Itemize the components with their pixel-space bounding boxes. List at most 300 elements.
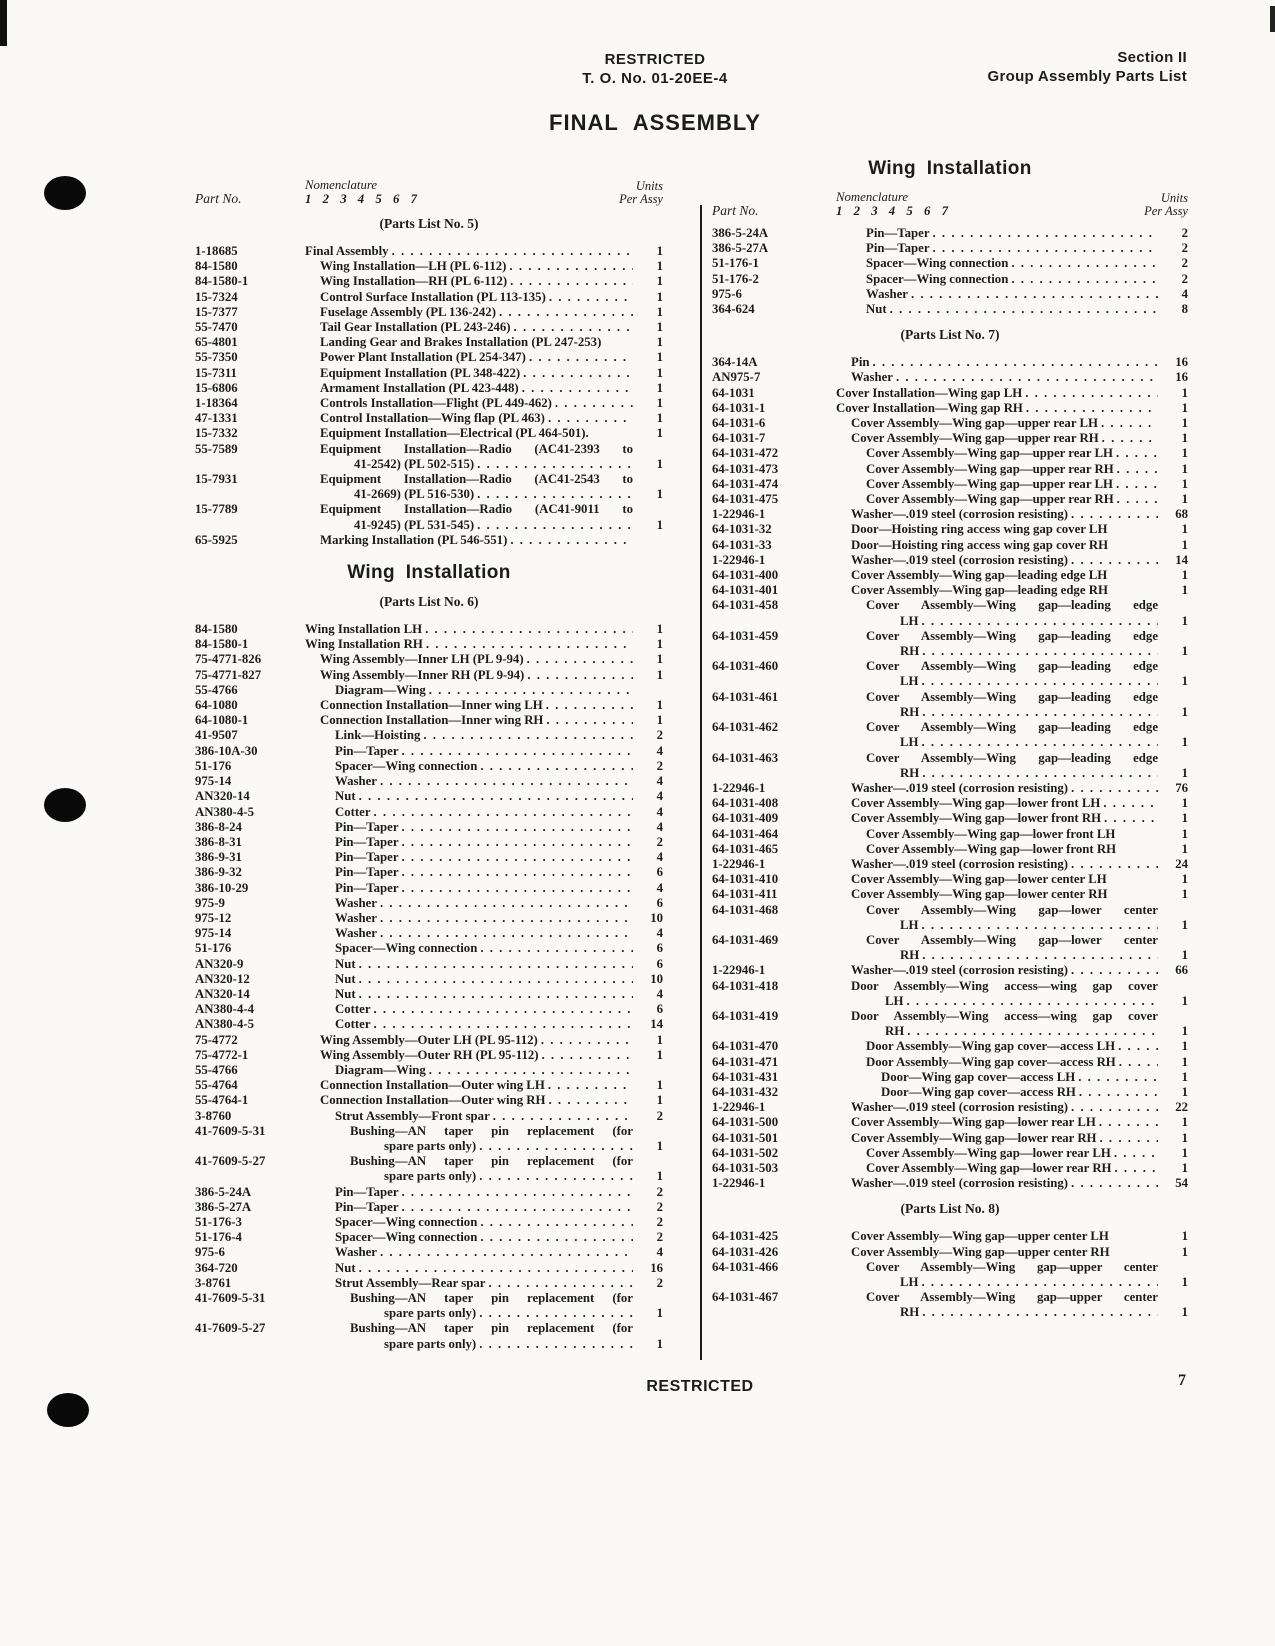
part-number: 64-1031-471	[712, 1054, 779, 1069]
part-number: 64-1031-6	[712, 416, 766, 431]
part-number	[712, 1305, 836, 1320]
units-label-2: Per Assy	[619, 192, 663, 206]
table-row	[195, 713, 663, 728]
nomenclature-text: spare parts only)	[384, 1169, 477, 1184]
units-value: 1	[656, 259, 663, 274]
nomenclature-cell	[836, 583, 1188, 598]
table-row	[195, 1261, 663, 1276]
table-row	[195, 533, 663, 548]
nomenclature-cell	[305, 274, 663, 289]
table-row	[195, 1321, 663, 1336]
nomenclature-text: Wing Installation LH	[305, 622, 423, 637]
nomenclature-text: Cotter	[335, 804, 371, 819]
table-row	[712, 720, 1188, 735]
table-row	[712, 598, 1188, 613]
part-number: 41-7609-5-31	[195, 1291, 266, 1305]
units-spacer	[1158, 903, 1188, 918]
part-number: 64-1031-33	[712, 537, 772, 552]
table-row	[712, 857, 1188, 872]
dot-leader	[507, 533, 633, 548]
nomenclature-cell	[305, 1291, 663, 1306]
nomenclature-text: Final Assembly	[305, 244, 389, 258]
table-row	[712, 872, 1188, 887]
nomenclature-cell	[305, 728, 663, 743]
units-value: 1	[1181, 644, 1188, 659]
part-number: 364-720	[195, 1260, 238, 1275]
table-row	[195, 1291, 663, 1306]
nomenclature-cell	[305, 713, 663, 728]
part-number: 64-1031-425	[712, 1229, 779, 1244]
nomenclature-cell	[836, 614, 1188, 629]
dot-leader	[1114, 462, 1158, 477]
units-value: 1	[1181, 492, 1188, 507]
nomenclature-text: Fuselage Assembly (PL 136-242)	[320, 304, 496, 319]
dot-leader	[1100, 796, 1158, 811]
table-row	[712, 1131, 1188, 1146]
part-number: 1-18364	[195, 396, 238, 411]
nomenclature-cell	[305, 1093, 663, 1108]
part-number: 55-7350	[195, 350, 238, 365]
nomenclature-text: Cover Installation—Wing gap RH	[836, 400, 1023, 415]
dot-leader	[1076, 1085, 1158, 1100]
nomenclature-cell	[305, 1306, 663, 1321]
dot-leader	[426, 683, 633, 698]
table-row	[195, 290, 663, 305]
nomenclature-text: Wing Assembly—Outer LH (PL 95-112)	[320, 1032, 538, 1047]
nomenclature-cell	[836, 1115, 1188, 1130]
table-row	[712, 1085, 1188, 1100]
nomenclature-text: Cover Assembly—Wing gap—lower rear LH	[851, 1115, 1096, 1130]
units-value: 1	[656, 411, 663, 426]
leader-gap	[1108, 538, 1158, 553]
units-value: 10	[650, 971, 663, 986]
nomenclature-text: Diagram—Wing	[335, 682, 426, 697]
part-number: 64-1031-411	[712, 887, 778, 902]
table-row	[195, 259, 663, 274]
nomenclature-text: RH	[900, 1305, 920, 1320]
nomenclature-text: Control Installation—Wing flap (PL 463)	[320, 411, 545, 426]
nomenclature-text: RH	[900, 644, 920, 659]
table-row	[195, 850, 663, 865]
nomenclature-text: Controls Installation—Flight (PL 449-462)	[320, 396, 552, 411]
table-row	[712, 751, 1188, 766]
units-value: 1	[1181, 735, 1188, 750]
table-row	[195, 728, 663, 743]
part-number: 64-1031-418	[712, 978, 779, 993]
units-value: 16	[650, 1260, 663, 1275]
nomenclature-text: Pin—Taper	[335, 850, 399, 865]
units-value: 1	[656, 698, 663, 713]
units-value: 16	[1175, 370, 1188, 385]
part-number: 64-1031-469	[712, 932, 779, 947]
dot-leader	[893, 370, 1158, 385]
nomenclature-text: Wing Assembly—Outer RH (PL 95-112)	[320, 1047, 539, 1062]
left-column	[195, 168, 663, 1352]
table-row	[712, 287, 1188, 302]
units-value: 1	[1181, 416, 1188, 431]
part-number: 15-7332	[195, 426, 238, 441]
part-number	[712, 705, 836, 720]
part-number	[712, 994, 836, 1009]
nomenclature-cell	[305, 1033, 663, 1048]
part-number: 386-5-24A	[712, 226, 769, 240]
page-number: 7	[1178, 1372, 1186, 1389]
part-number: 84-1580	[195, 622, 238, 637]
table-row	[195, 759, 663, 774]
nomenclature-text: Nut	[866, 302, 887, 317]
nomenclature-cell	[836, 887, 1188, 902]
table-row	[712, 842, 1188, 857]
nomenclature-text: Door—Hoisting ring access wing gap cover RH	[851, 537, 1109, 552]
part-number: 64-1031-419	[712, 1008, 779, 1023]
leader-gap	[1107, 568, 1158, 583]
nomenclature-text: Door Assembly—Wing access—wing gap cover	[851, 1008, 1158, 1023]
table-row	[195, 1200, 663, 1215]
table-row	[195, 411, 663, 426]
part-number: 64-1080-1	[195, 713, 249, 728]
nomenclature-text: Spacer—Wing connection	[335, 1214, 478, 1229]
leader-gap	[1107, 522, 1158, 537]
nomenclature-cell	[836, 226, 1188, 241]
units-value: 1	[656, 1078, 663, 1093]
nomenclature-header	[836, 190, 1144, 218]
footer-restricted: RESTRICTED	[646, 1378, 754, 1395]
nomenclature-text: Cover Assembly—Wing gap—leading edge	[866, 598, 1158, 613]
nomenclature-cell	[836, 1055, 1188, 1070]
units-value	[633, 1063, 663, 1078]
table-row	[195, 744, 663, 759]
dot-leader	[423, 637, 633, 652]
part-number: 64-1031-461	[712, 689, 779, 704]
nomenclature-text: Washer—.019 steel (corrosion resisting)	[851, 856, 1069, 871]
units-value: 22	[1175, 1100, 1188, 1115]
part-number	[195, 457, 305, 472]
nomenclature-cell	[836, 994, 1188, 1009]
nomenclature-cell	[836, 538, 1188, 553]
nomenclature-cell	[836, 1245, 1188, 1260]
table-row	[195, 789, 663, 804]
nomenclature-text: Spacer—Wing connection	[866, 271, 1009, 286]
units-value: 2	[1181, 271, 1188, 286]
nomenclature-cell	[305, 533, 663, 548]
units-value: 4	[656, 774, 663, 789]
units-label-2: Per Assy	[1144, 204, 1188, 218]
table-row	[712, 522, 1188, 537]
part-number: 55-4766	[195, 1062, 238, 1077]
nomenclature-text: 41-2542) (PL 502-515)	[354, 456, 475, 471]
table-row	[712, 1039, 1188, 1054]
units-value: 1	[1181, 537, 1188, 552]
nomenclature-text: Cover Assembly—Wing gap—lower front RH	[866, 841, 1117, 856]
part-number: 64-1031-462	[712, 720, 779, 735]
part-number	[195, 518, 305, 533]
part-number: 64-1031-501	[712, 1130, 779, 1145]
table-row	[195, 518, 663, 533]
nomenclature-cell	[305, 1002, 663, 1017]
units-value: 4	[656, 986, 663, 1001]
part-number: 64-1031-464	[712, 826, 779, 841]
units-value: 1	[1181, 704, 1188, 719]
table-row	[195, 381, 663, 396]
nomenclature-cell	[305, 789, 663, 804]
units-value: 1	[656, 456, 663, 471]
dot-leader	[919, 1305, 1158, 1320]
nomenclature-cell	[836, 735, 1188, 750]
dot-leader	[1099, 431, 1158, 446]
nomenclature-text: Cover Assembly—Wing gap—lower center	[866, 932, 1158, 947]
nomenclature-text: Washer	[866, 286, 908, 301]
dot-leader	[399, 865, 633, 880]
nomenclature-text: Cover Assembly—Wing gap—upper center	[866, 1259, 1158, 1274]
nomenclature-cell	[836, 370, 1188, 385]
dot-leader	[490, 1109, 633, 1124]
nomenclature-text: Strut Assembly—Rear spar	[335, 1275, 486, 1290]
table-row	[712, 568, 1188, 583]
dot-leader	[524, 652, 633, 667]
part-number: 3-8761	[195, 1275, 232, 1290]
part-number	[712, 948, 836, 963]
table-row	[712, 1290, 1188, 1305]
units-spacer	[633, 1321, 663, 1336]
nomenclature-cell	[305, 957, 663, 972]
nomenclature-cell	[305, 941, 663, 956]
part-number	[712, 918, 836, 933]
nomenclature-text: Pin—Taper	[866, 226, 930, 240]
nomenclature-cell	[305, 744, 663, 759]
units-value: 1	[1181, 1069, 1188, 1084]
dot-leader	[377, 774, 633, 789]
table-row	[712, 827, 1188, 842]
units-spacer	[633, 442, 663, 457]
units-value: 1	[656, 652, 663, 667]
nomenclature-cell	[836, 1290, 1188, 1305]
units-value: 6	[656, 956, 663, 971]
dot-leader	[399, 1200, 633, 1215]
punch-hole	[44, 788, 86, 822]
nomenclature-cell	[836, 1100, 1188, 1115]
dot-leader	[476, 1306, 633, 1321]
units-value: 1	[656, 517, 663, 532]
part-no-header: Part No.	[195, 191, 242, 206]
nomenclature-text: Spacer—Wing connection	[335, 941, 478, 956]
nomenclature-cell	[305, 911, 663, 926]
nomenclature-text: Cover Installation—Wing gap LH	[836, 385, 1023, 400]
page-title: FINAL ASSEMBLY	[549, 110, 761, 135]
nomenclature-cell	[305, 502, 663, 517]
table-row	[712, 1009, 1188, 1024]
part-number: 64-1031-503	[712, 1160, 779, 1175]
nomenclature-cell	[836, 1070, 1188, 1085]
units-value: 2	[656, 728, 663, 743]
units-value: 4	[656, 743, 663, 758]
nomenclature-text: Wing Assembly—Inner RH (PL 9-94)	[320, 667, 525, 682]
units-value: 10	[650, 910, 663, 925]
dot-leader	[539, 1048, 633, 1063]
dot-leader	[356, 1261, 633, 1276]
dot-leader	[519, 381, 633, 396]
units-spacer	[633, 472, 663, 487]
table-row	[195, 881, 663, 896]
part-number: 386-10A-30	[195, 743, 258, 758]
part-number	[195, 1337, 305, 1352]
part-number: 84-1580-1	[195, 274, 249, 289]
dot-leader	[546, 1093, 633, 1108]
table-row	[712, 1146, 1188, 1161]
dot-leader	[1068, 857, 1158, 872]
dot-leader	[477, 1215, 633, 1230]
scan-artifact	[1270, 6, 1275, 32]
nomenclature-text: spare parts only)	[384, 1138, 477, 1153]
nomenclature-text: Cover Assembly—Wing gap—lower center LH	[851, 872, 1107, 887]
table-row	[712, 241, 1188, 256]
units-value: 1	[1181, 948, 1188, 963]
nomenclature-cell	[305, 335, 663, 350]
nomenclature-text: Pin—Taper	[335, 1184, 399, 1199]
nomenclature-cell	[305, 1230, 663, 1245]
nomenclature-cell	[305, 487, 663, 502]
part-number	[712, 674, 836, 689]
table-header	[712, 190, 1188, 218]
table-row	[195, 987, 663, 1002]
nomenclature-text: Connection Installation—Inner wing LH	[320, 698, 543, 713]
table-row	[195, 1276, 663, 1291]
table-row	[195, 941, 663, 956]
table-row	[712, 553, 1188, 568]
part-number: 84-1580	[195, 259, 238, 274]
nomenclature-text: Cover Assembly—Wing gap—leading edge	[866, 720, 1158, 735]
table-row	[195, 1124, 663, 1139]
table-row	[195, 774, 663, 789]
part-number: 975-14	[195, 774, 232, 789]
nomenclature-cell	[305, 637, 663, 652]
units-spacer	[1158, 598, 1188, 613]
table-row	[712, 948, 1188, 963]
table-row	[195, 1078, 663, 1093]
part-number: 386-5-27A	[195, 1199, 252, 1214]
table-row	[195, 305, 663, 320]
nomenclature-text: Cover Assembly—Wing gap—lower rear LH	[866, 1145, 1111, 1160]
nomenclature-cell	[836, 568, 1188, 583]
nomenclature-cell	[836, 659, 1188, 674]
dot-leader	[356, 972, 633, 987]
nomenclature-cell	[305, 835, 663, 850]
part-number: 15-7931	[195, 472, 238, 487]
units-value: 1	[656, 1032, 663, 1047]
nomenclature-text: Door Assembly—Wing access—wing gap cover	[851, 978, 1158, 993]
nomenclature-cell	[305, 472, 663, 487]
nomenclature-text: Cover Assembly—Wing gap—upper rear RH	[851, 431, 1099, 446]
dot-leader	[1068, 1176, 1158, 1191]
nomenclature-cell	[836, 918, 1188, 933]
units-value: 1	[1181, 613, 1188, 628]
dot-leader	[1068, 1100, 1158, 1115]
nomenclature-text: Pin—Taper	[335, 880, 399, 895]
part-number: 64-1031-1	[712, 400, 766, 415]
dot-leader	[506, 259, 633, 274]
table-row	[712, 272, 1188, 287]
units-value: 66	[1175, 963, 1188, 978]
nomenclature-cell	[836, 1009, 1188, 1024]
units-header	[619, 180, 663, 206]
part-number: 55-7470	[195, 320, 238, 335]
dot-leader	[474, 487, 633, 502]
units-value: 1	[656, 1169, 663, 1184]
dot-leader	[545, 1078, 633, 1093]
dot-leader	[377, 911, 633, 926]
units-spacer	[1158, 979, 1188, 994]
nomenclature-text: Landing Gear and Brakes Installation (PL 247-253)	[320, 335, 602, 350]
units-spacer	[633, 1291, 663, 1306]
to-number: T. O. No. 01-20EE-4	[582, 70, 728, 87]
dot-leader	[399, 744, 633, 759]
part-number: 75-4771-827	[195, 667, 262, 682]
dot-leader	[904, 1024, 1158, 1039]
units-value: 1	[1181, 917, 1188, 932]
dot-leader	[1096, 1115, 1158, 1130]
leader-gap	[1115, 827, 1158, 842]
dot-leader	[552, 396, 633, 411]
dot-leader	[476, 1139, 633, 1154]
nomenclature-text: Cover Assembly—Wing gap—upper center LH	[851, 1229, 1109, 1244]
table-row	[712, 781, 1188, 796]
nomenclature-cell	[836, 462, 1188, 477]
nomenclature-cell	[305, 759, 663, 774]
table-row	[712, 1115, 1188, 1130]
nomenclature-cell	[836, 431, 1188, 446]
table-row	[195, 683, 663, 698]
nomenclature-text: Equipment Installation—Radio (AC41-2393 to	[320, 441, 633, 456]
nomenclature-cell	[305, 1276, 663, 1291]
nomenclature-cell	[305, 244, 663, 259]
table-row	[712, 1055, 1188, 1070]
table-row	[195, 274, 663, 289]
part-number: 41-7609-5-27	[195, 1321, 266, 1336]
units-value: 1	[1181, 765, 1188, 780]
table-row	[712, 629, 1188, 644]
units-value: 2	[1181, 241, 1188, 256]
nomenclature-cell	[305, 683, 663, 698]
nomenclature-cell	[836, 948, 1188, 963]
units-value: 1	[656, 335, 663, 350]
table-row	[712, 887, 1188, 902]
nomenclature-cell	[836, 979, 1188, 994]
table-row	[195, 865, 663, 880]
part-number: 64-1031	[712, 385, 755, 400]
units-value: 1	[656, 667, 663, 682]
part-number: 386-10-29	[195, 880, 249, 895]
header-right	[988, 48, 1188, 86]
part-number: 41-7609-5-27	[195, 1154, 266, 1169]
table-row	[712, 705, 1188, 720]
table-row	[195, 487, 663, 502]
table-row	[195, 1048, 663, 1063]
nomenclature-cell	[836, 507, 1188, 522]
nomenclature-cell	[836, 1024, 1188, 1039]
nomenclature-text: Door—Wing gap cover—access LH	[881, 1069, 1076, 1084]
nomenclature-text: Control Surface Installation (PL 113-135)	[320, 289, 546, 304]
nomenclature-text: Cover Assembly—Wing gap—upper rear LH	[866, 476, 1113, 491]
nomenclature-text: Washer	[335, 910, 377, 925]
nomenclature-text: Cover Assembly—Wing gap—upper rear RH	[866, 492, 1114, 507]
nomenclature-cell	[836, 720, 1188, 735]
part-no-header: Part No.	[712, 203, 759, 218]
units-value: 24	[1175, 856, 1188, 871]
part-number: 15-7789	[195, 502, 238, 517]
units-value: 6	[656, 865, 663, 880]
nomenclature-text: Nut	[335, 986, 356, 1001]
units-value: 1	[1181, 1039, 1188, 1054]
units-value: 4	[1181, 286, 1188, 301]
